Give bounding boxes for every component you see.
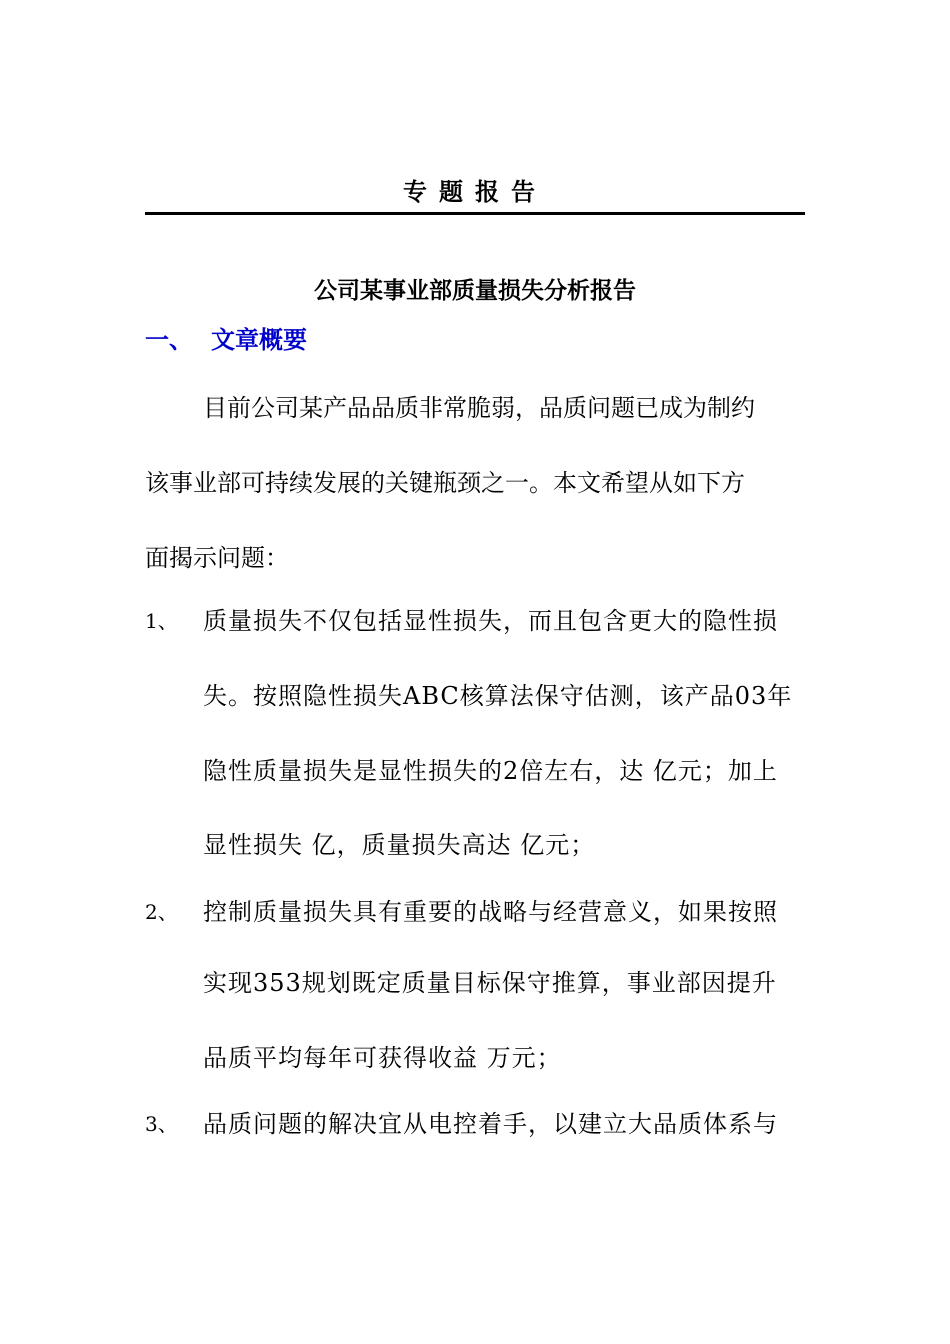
item-2-line-1: 控制质量损失具有重要的战略与经营意义，如果按照 <box>203 898 778 926</box>
report-title: 公司某事业部质量损失分析报告 <box>314 277 636 304</box>
intro-line-3: 面揭示问题： <box>145 544 289 572</box>
item-number-2: 2、 <box>145 900 178 924</box>
item-1-line-2: 失。按照隐性损失ABC核算法保守估测，该产品03年 <box>203 682 793 710</box>
header-title: 专题报告 <box>403 178 547 206</box>
section-title: 文章概要 <box>211 326 307 354</box>
item-number-1: 1、 <box>145 609 178 633</box>
item-number-3: 3、 <box>145 1112 178 1136</box>
item-1-line-1: 质量损失不仅包括显性损失，而且包含更大的隐性损 <box>203 607 778 635</box>
intro-line-1: 目前公司某产品品质非常脆弱，品质问题已成为制约 <box>203 394 755 422</box>
intro-line-2: 该事业部可持续发展的关键瓶颈之一。本文希望从如下方 <box>145 469 745 497</box>
header-divider <box>145 212 805 215</box>
section-heading <box>145 324 307 356</box>
item-1-line-4: 显性损失 亿，质量损失高达 亿元； <box>203 831 596 859</box>
item-1-line-3: 隐性质量损失是显性损失的2倍左右，达 亿元；加上 <box>203 757 778 785</box>
section-number: 一、 <box>145 326 193 354</box>
item-2-line-2: 实现353规划既定质量目标保守推算，事业部因提升 <box>203 969 777 997</box>
item-2-line-3: 品质平均每年可获得收益 万元； <box>203 1044 562 1072</box>
item-3-line-1: 品质问题的解决宜从电控着手，以建立大品质体系与 <box>203 1110 778 1138</box>
